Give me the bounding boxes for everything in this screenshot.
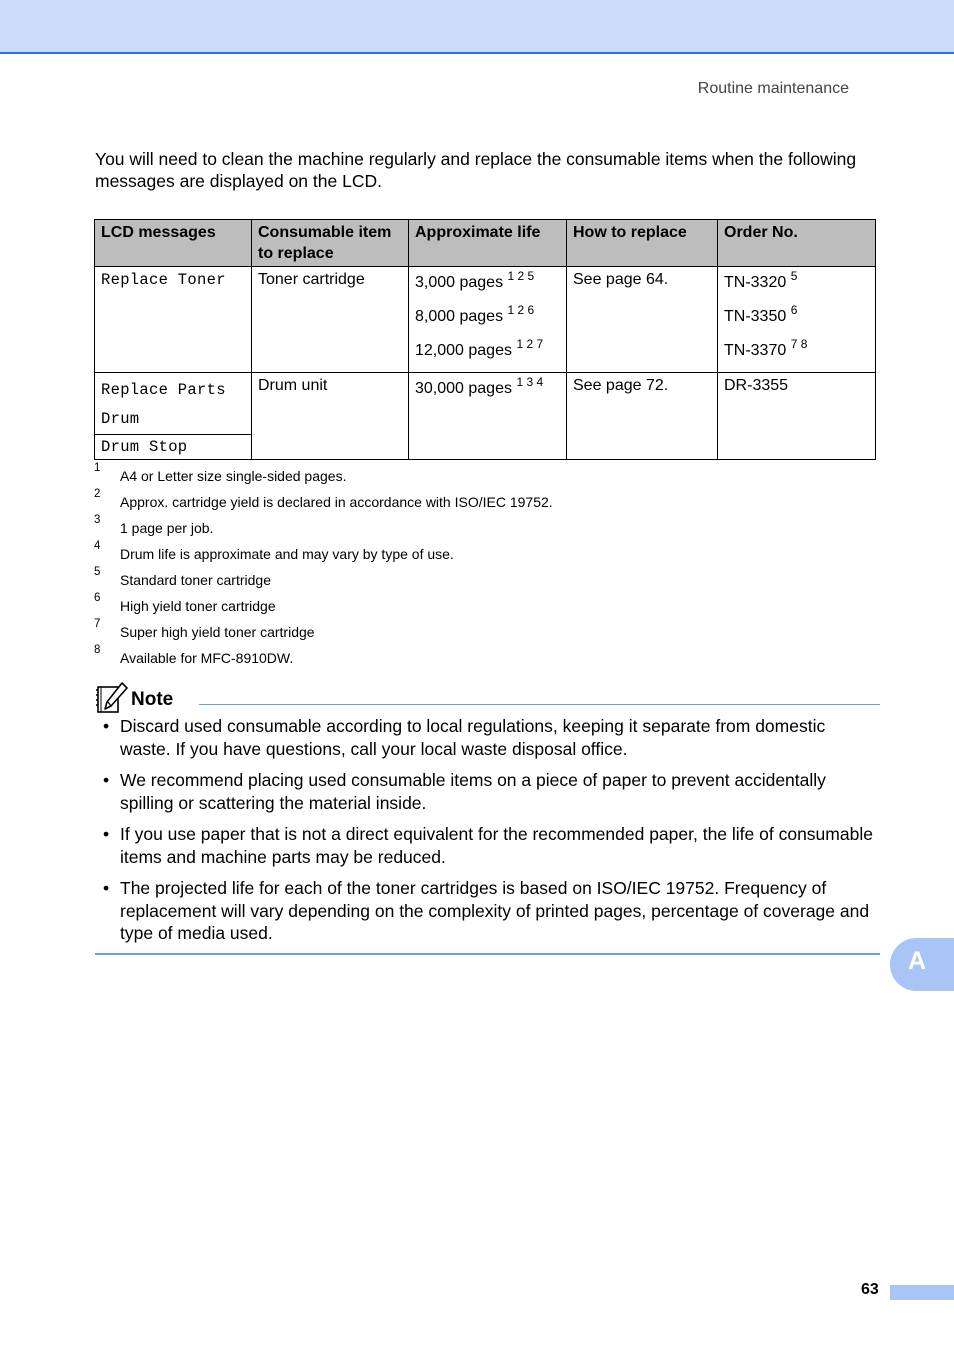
note-list: [100, 715, 880, 954]
page-number: 63: [861, 1281, 879, 1298]
lcd-message-drum-stop: Drum Stop: [95, 435, 252, 460]
life-value: 12,000 pages $^{1 2 7}$: [415, 337, 544, 359]
consumables-table: [94, 219, 876, 460]
order-no: TN-3370 $^{7 8}$: [724, 337, 808, 359]
order-no: TN-3350 $^6$: [724, 303, 798, 325]
note-pencil-icon: [95, 681, 129, 715]
life-value: 30,000 pages $^{1 3 4}$: [415, 375, 544, 397]
footnote: 1 A4 or Letter size single-sided pages.: [94, 462, 347, 484]
appendix-tab-letter: A: [908, 947, 927, 975]
header-consumable-item: Consumable item to replace: [252, 220, 409, 267]
running-header: Routine maintenance: [697, 80, 849, 97]
note-title: Note: [131, 689, 174, 710]
top-color-band: [0, 0, 954, 54]
footnote: 6 High yield toner cartridge: [94, 592, 276, 614]
consumable-item: Drum unit: [252, 373, 409, 460]
footnotes: [94, 462, 794, 670]
table-header-row: [95, 220, 876, 267]
lcd-message-replace-parts-drum: Replace Parts Drum: [95, 373, 252, 435]
table-row: [95, 267, 876, 373]
table-row: [95, 373, 876, 435]
page-number-bar: [890, 1285, 954, 1300]
order-no: DR-3355: [718, 373, 876, 460]
note-item: • If you use paper that is not a direct equivalent for the recommended paper, the life of consumable items and machine parts may be reduced.: [103, 824, 873, 867]
header-lcd-messages: LCD messages: [95, 220, 252, 267]
note-item: • Discard used consumable according to local regulations, keeping it separate from domestic waste. If you have questions, call your local waste disposal office.: [103, 716, 826, 759]
footnote: 5 Standard toner cartridge: [94, 566, 271, 588]
how-to-replace: See page 64.: [567, 267, 718, 373]
footnote: 7 Super high yield toner cartridge: [94, 618, 315, 640]
life-value: 8,000 pages $^{1 2 6}$: [415, 303, 535, 325]
order-no: TN-3320 $^5$: [724, 269, 798, 291]
consumable-item: Toner cartridge: [252, 267, 409, 373]
life-value: 3,000 pages $^{1 2 5}$: [415, 269, 535, 291]
note-item: • The projected life for each of the toner cartridges is based on ISO/IEC 19752. Frequency of replacement will vary depending on the complexity of printed pages, percentage of coverage and type of media used.: [103, 878, 870, 943]
note-divider: [199, 704, 880, 705]
how-to-replace: See page 72.: [567, 373, 718, 460]
note-end-divider: [95, 953, 880, 955]
footnote: 8 Available for MFC-8910DW.: [94, 644, 294, 666]
note-header: [95, 681, 880, 713]
order-no-cell: [718, 267, 876, 373]
header-approximate-life: Approximate life: [409, 220, 567, 267]
footnote: 4 Drum life is approximate and may vary by type of use.: [94, 540, 454, 562]
footnote: 3 1 page per job.: [94, 514, 214, 536]
intro-paragraph: You will need to clean the machine regularly and replace the consumable items when the following messages are displayed on the LCD.: [95, 149, 857, 191]
approximate-life-cell: [409, 373, 567, 460]
header-how-to-replace: How to replace: [567, 220, 718, 267]
header-order-no: Order No.: [718, 220, 876, 267]
lcd-message-replace-toner: Replace Toner: [95, 267, 252, 373]
footnote: 2 Approx. cartridge yield is declared in accordance with ISO/IEC 19752.: [94, 488, 553, 510]
note-item: • We recommend placing used consumable items on a piece of paper to prevent accidentally spilling or scattering the material inside.: [103, 770, 826, 813]
approximate-life-cell: [409, 267, 567, 373]
